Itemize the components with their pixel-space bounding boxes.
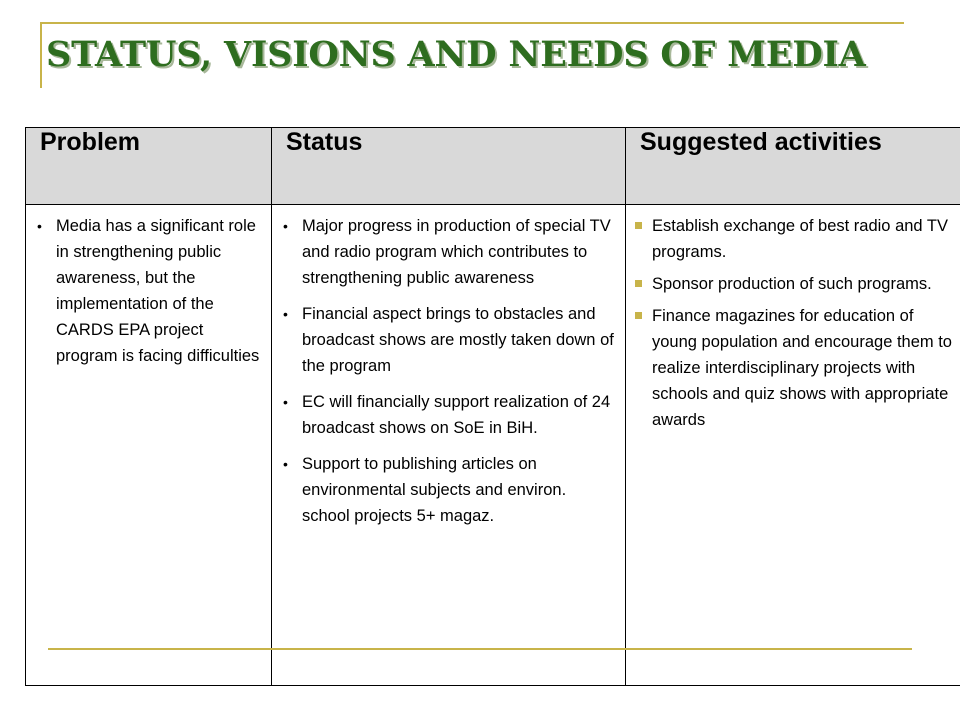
list-item-text: Finance magazines for education of young population and encourage them to realize interdisciplinary projects with schools and quiz shows with appropriate awards (652, 307, 952, 429)
list-item (634, 271, 952, 297)
list-item (634, 303, 952, 433)
list-item (280, 451, 617, 529)
list-item (280, 389, 617, 441)
slide-title: STATUS, VISIONS AND NEEDS OF MEDIA (46, 34, 866, 75)
activities-list (634, 213, 952, 433)
problem-list (34, 213, 263, 369)
table-row (26, 205, 960, 686)
list-item (280, 301, 617, 379)
header-status: Status (272, 128, 626, 205)
header-suggested-activities: Suggested activities (626, 128, 960, 205)
problem-cell (26, 205, 272, 686)
bullet-square-icon (635, 222, 642, 229)
activities-cell (626, 205, 960, 686)
list-item-text: EC will financially support realization of 24 broadcast shows on SoE in BiH. (302, 393, 611, 437)
bullet-dot-icon: • (283, 306, 288, 322)
bottom-rule (48, 648, 912, 650)
bullet-dot-icon: • (283, 218, 288, 234)
bullet-dot-icon: • (37, 218, 42, 234)
bullet-dot-icon: • (283, 394, 288, 410)
list-item-text: Support to publishing articles on environmental subjects and environ. school projects 5+ magaz. (302, 455, 567, 525)
list-item-text: Establish exchange of best radio and TV programs. (652, 217, 948, 261)
status-cell (272, 205, 626, 686)
media-status-table (25, 127, 960, 686)
bullet-square-icon (635, 280, 642, 287)
table-header-row (26, 128, 960, 205)
bullet-square-icon (635, 312, 642, 319)
status-list (280, 213, 617, 529)
bullet-dot-icon: • (283, 456, 288, 472)
list-item (34, 213, 263, 369)
list-item (280, 213, 617, 291)
list-item-text: Major progress in production of special TV and radio program which contributes to strengthening public awareness (302, 217, 611, 287)
list-item-text: Media has a significant role in strengthening public awareness, but the implementation of the CARDS EPA project program is facing difficulties (56, 217, 260, 365)
list-item (634, 213, 952, 265)
header-problem: Problem (26, 128, 272, 205)
title-left-rule (40, 22, 42, 88)
list-item-text: Financial aspect brings to obstacles and broadcast shows are mostly taken down of the program (302, 305, 614, 375)
list-item-text: Sponsor production of such programs. (652, 275, 932, 293)
title-top-rule (40, 22, 904, 24)
